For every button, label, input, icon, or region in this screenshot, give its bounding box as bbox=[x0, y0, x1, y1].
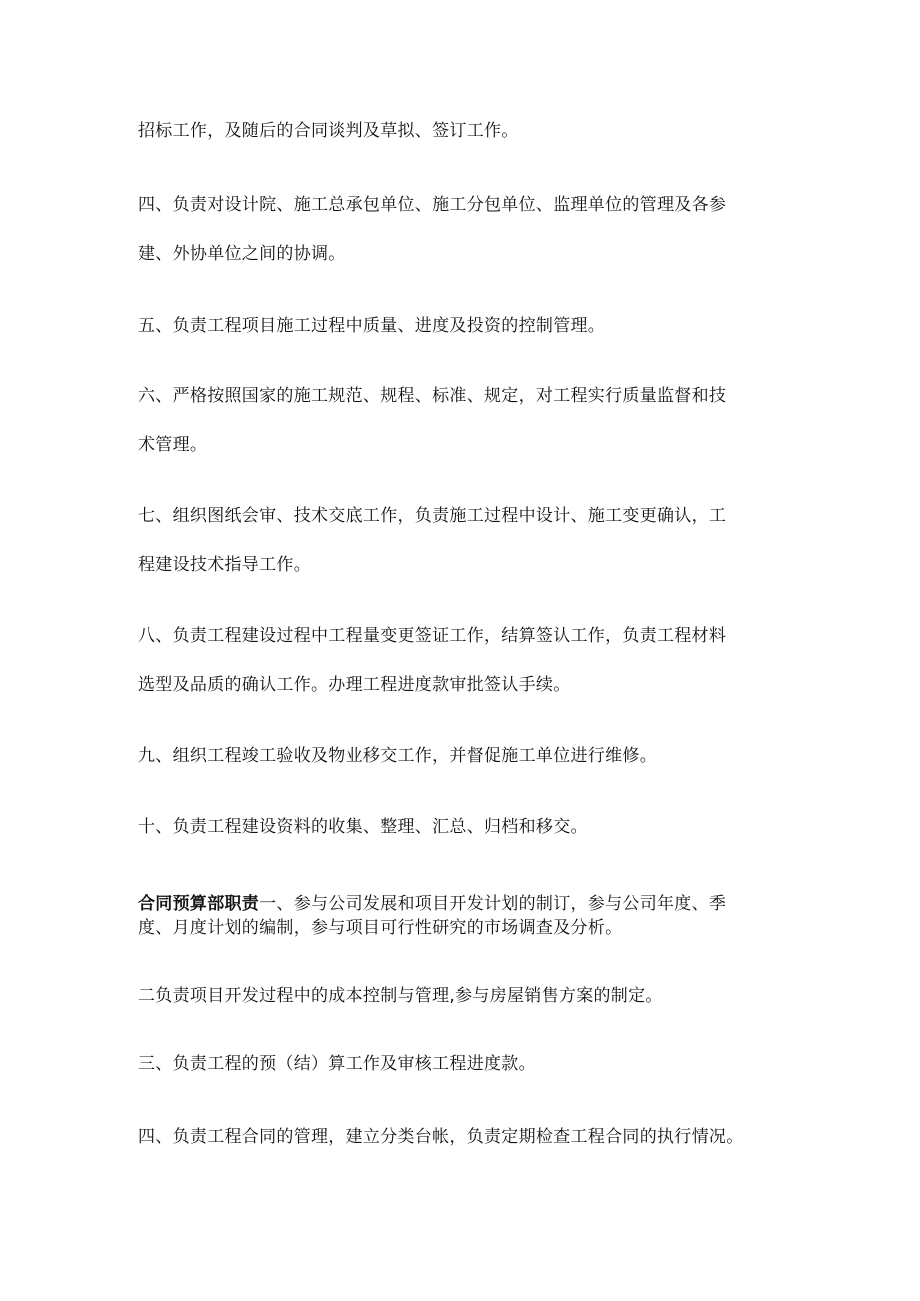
paragraph-line: 招标工作，及随后的合同谈判及草拟、签订工作。 bbox=[138, 121, 519, 141]
paragraph-line: 三、负责工程的预（结）算工作及审核工程进度款。 bbox=[138, 1054, 536, 1074]
paragraph-text: 一、参与公司发展和项目开发计划的制订，参与公司年度、季 bbox=[259, 894, 727, 914]
paragraph-line: 十、负责工程建设资料的收集、整理、汇总、归档和移交。 bbox=[138, 817, 588, 837]
paragraph-line: 八、负责工程建设过程中工程量变更签证工作，结算签认工作，负责工程材料 bbox=[138, 626, 727, 646]
paragraph-line: 程建设技术指导工作。 bbox=[138, 555, 311, 575]
paragraph-line: 五、负责工程项目施工过程中质量、进度及投资的控制管理。 bbox=[138, 316, 606, 336]
paragraph-line: 九、组织工程竣工验收及物业移交工作，并督促施工单位进行维修。 bbox=[138, 746, 657, 766]
paragraph-line: 四、负责对设计院、施工总承包单位、施工分包单位、监理单位的管理及各参 bbox=[138, 195, 727, 215]
paragraph-line: 二负责项目开发过程中的成本控制与管理,参与房屋销售方案的制定。 bbox=[138, 986, 663, 1006]
paragraph-line: 四、负责工程合同的管理，建立分类台帐，负责定期检查工程合同的执行情况。 bbox=[138, 1127, 744, 1147]
paragraph-line: 建、外协单位之间的协调。 bbox=[138, 244, 346, 264]
paragraph-line: 术管理。 bbox=[138, 435, 208, 455]
paragraph-line: 选型及品质的确认工作。办理工程进度款审批签认手续。 bbox=[138, 675, 571, 695]
paragraph-line: 七、组织图纸会审、技术交底工作，负责施工过程中设计、施工变更确认，工 bbox=[138, 506, 727, 526]
paragraph-line: 度、月度计划的编制，参与项目可行性研究的市场调查及分析。 bbox=[138, 918, 623, 938]
section-heading: 合同预算部职责 bbox=[138, 894, 260, 914]
paragraph-line: 六、严格按照国家的施工规范、规程、标准、规定，对工程实行质量监督和技 bbox=[138, 386, 727, 406]
section-first-line bbox=[138, 893, 726, 915]
